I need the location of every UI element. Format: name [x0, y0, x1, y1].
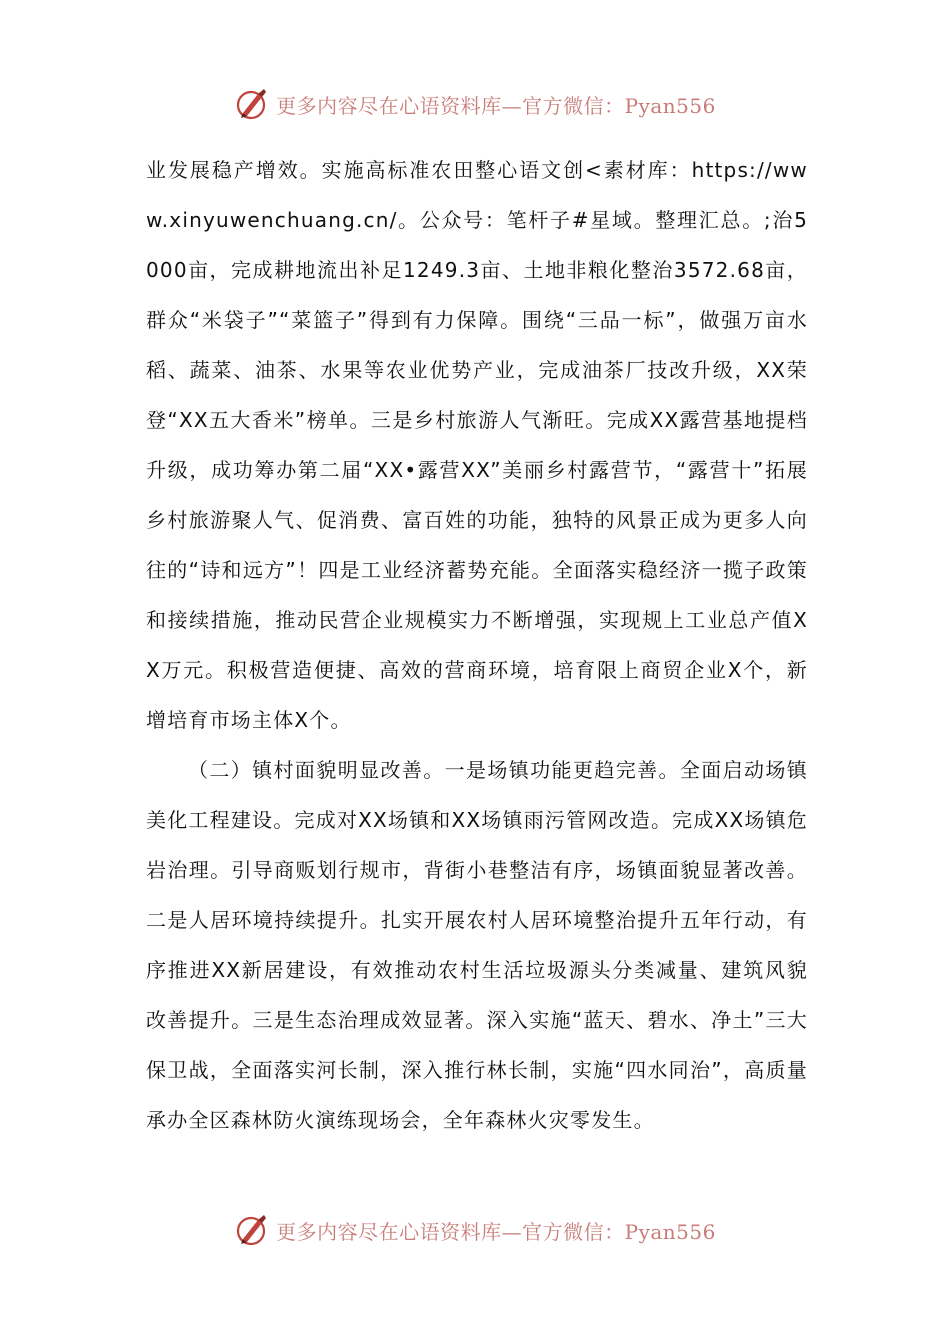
- pen-logo-icon: [234, 1212, 270, 1248]
- watermark-text: 更多内容尽在心语资料库—官方微信：Pyan556: [276, 93, 716, 118]
- watermark-text: 更多内容尽在心语资料库—官方微信：Pyan556: [276, 1219, 716, 1244]
- body-paragraph-section-2: （二）镇村面貌明显改善。一是场镇功能更趋完善。全面启动场镇美化工程建设。完成对XX场镇和XX场镇雨污管网改造。完成XX场镇危岩治理。引导商贩划行规市，背街小巷整洁有序，场镇面貌显著改善。二是人居环境持续提升。扎实开展农村人居环境整治提升五年行动，有序推进XX新居建设，有效推动农村生活垃圾源头分类减量、建筑风貌改善提升。三是生态治理成效显著。深入实施“蓝天、碧水、净土”三大保卫战，全面落实河长制，深入推行林长制，实施“四水同治”，高质量承办全区森林防火演练现场会，全年森林火灾零发生。: [146, 758, 808, 1132]
- pen-logo-icon: [234, 86, 270, 122]
- body-paragraph: 业发展稳产增效。实施高标准农田整心语文创<素材库：https://www.xinyuwenchuang.cn/。公众号：笔杆子#星域。整理汇总。;治5000亩，完成耕地流出补足1249.3亩、土地非粮化整治3572.68亩，群众“米袋子”“菜篮子”得到有力保障。围绕“三品一标”，做强万亩水稻、蔬菜、油茶、水果等农业优势产业，完成油茶厂技改升级，XX荣登“XX五大香米”榜单。三是乡村旅游人气渐旺。完成XX露营基地提档升级，成功筹办第二届“XX•露营XX”美丽乡村露营节，“露营十”拓展乡村旅游聚人气、促消费、富百姓的功能，独特的风景正成为更多人向往的“诗和远方”！四是工业经济蓄势充能。全面落实稳经济一揽子政策和接续措施，推动民营企业规模实力不断增强，实现规上工业总产值XX万元。积极营造便捷、高效的营商环境，培育限上商贸企业X个，新增培育市场主体X个。: [146, 158, 808, 732]
- bottom-watermark-banner: [0, 1208, 950, 1252]
- document-body: [146, 145, 808, 1145]
- top-watermark-banner: [0, 82, 950, 126]
